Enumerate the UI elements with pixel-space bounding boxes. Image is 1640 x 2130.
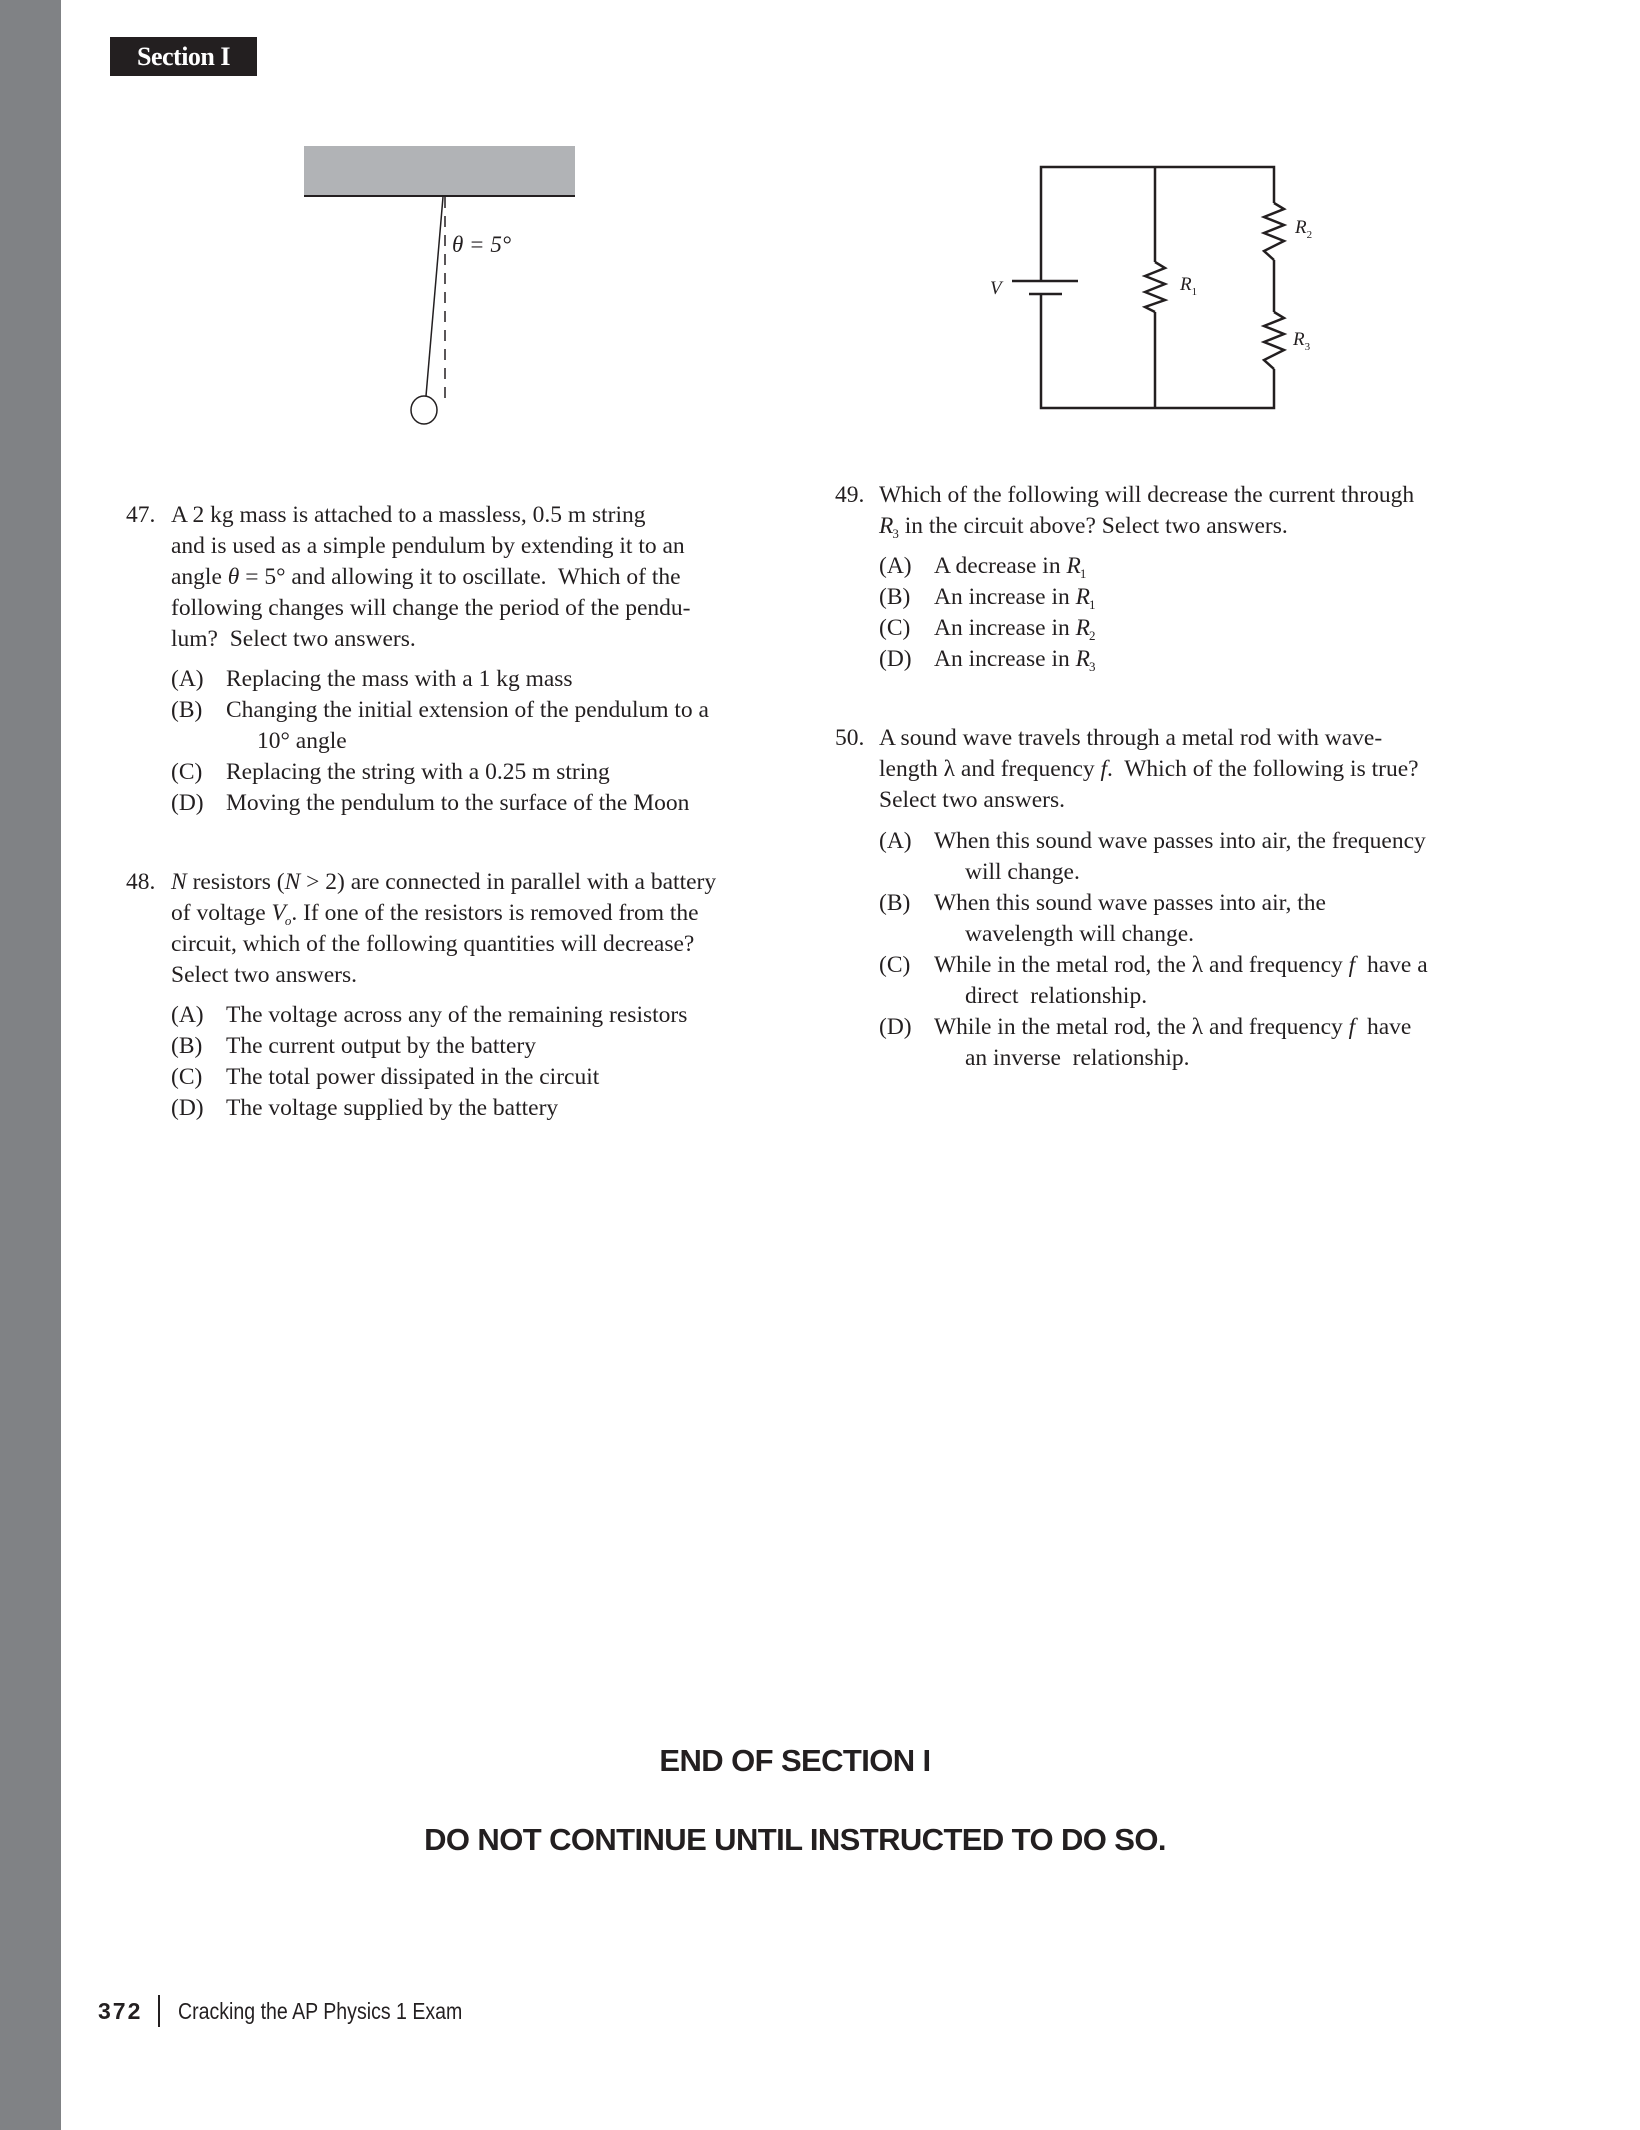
- stem-line: lum? Select two answers.: [171, 626, 416, 652]
- answer-options: [879, 826, 1428, 1074]
- question-stem: [879, 480, 1414, 542]
- r1-label: $R_1$: [1180, 274, 1198, 298]
- stem-line: of voltage $V_o$. If one of the resistors is removed from the: [171, 900, 699, 928]
- resistor-r1: [1145, 262, 1165, 312]
- stem-line: following changes will change the period of the pendu-: [171, 595, 691, 621]
- option-a[interactable]: (A) Replacing the mass with a 1 kg mass: [171, 666, 573, 692]
- option-a[interactable]: (A) The voltage across any of the remaining resistors: [171, 1002, 688, 1028]
- stem-line: A 2 kg mass is attached to a massless, 0.5 m string: [171, 502, 646, 528]
- circuit-wire-bottom: [1041, 294, 1274, 408]
- stem-line: Select two answers.: [171, 962, 357, 988]
- question-stem: [879, 723, 1419, 816]
- answer-options: [171, 1000, 687, 1124]
- battery-label: V: [990, 278, 1002, 299]
- option-b[interactable]: (B) Changing the initial extension of the pendulum to a 10° angle: [171, 697, 709, 754]
- answer-options: [879, 551, 1095, 675]
- option-b[interactable]: (B) The current output by the battery: [171, 1033, 536, 1059]
- question-stem: [171, 867, 716, 991]
- stem-line: and is used as a simple pendulum by extending it to an: [171, 533, 685, 559]
- book-title: Cracking the AP Physics 1 Exam: [178, 1998, 463, 2024]
- option-a[interactable]: (A) A decrease in $R_1$: [879, 553, 1087, 581]
- r2-label: $R_2$: [1295, 217, 1313, 241]
- question-number: 49.: [835, 482, 865, 508]
- page-number: 372: [98, 1998, 143, 2024]
- stem-line: N resistors (N > 2) are connected in parallel with a battery: [171, 869, 717, 895]
- answer-options: [171, 664, 709, 819]
- stem-line: $R_3$ in the circuit above? Select two answers.: [879, 513, 1288, 541]
- question-number: 47.: [126, 502, 156, 528]
- option-c[interactable]: (C) Replacing the string with a 0.25 m string: [171, 759, 610, 785]
- circuit-figure: [0, 0, 1640, 500]
- question-number: 50.: [835, 725, 865, 751]
- angle-label: θ = 5°: [452, 232, 512, 257]
- option-a[interactable]: (A) When this sound wave passes into air, the frequency will change.: [879, 828, 1426, 885]
- option-c[interactable]: (C) The total power dissipated in the circuit: [171, 1064, 600, 1090]
- option-d[interactable]: (D) While in the metal rod, the λ and frequency f have an inverse relationship.: [879, 1014, 1412, 1071]
- stem-line: Select two answers.: [879, 787, 1065, 813]
- question-number: 48.: [126, 869, 156, 895]
- end-of-section-heading: END OF SECTION I: [659, 1743, 931, 1778]
- do-not-continue-notice: DO NOT CONTINUE UNTIL INSTRUCTED TO DO SO.: [424, 1822, 1166, 1857]
- question-stem: [171, 500, 690, 655]
- stem-line: circuit, which of the following quantities will decrease?: [171, 931, 695, 957]
- resistor-r2: [1264, 203, 1284, 260]
- option-d[interactable]: (D) An increase in $R_3$: [879, 646, 1096, 674]
- stem-line: Which of the following will decrease the current through: [879, 482, 1415, 508]
- option-b[interactable]: (B) When this sound wave passes into air, the wavelength will change.: [879, 890, 1326, 947]
- stem-line: A sound wave travels through a metal rod with wave-: [879, 725, 1383, 751]
- stem-line: length λ and frequency f. Which of the following is true?: [879, 756, 1419, 782]
- resistor-r3: [1264, 312, 1284, 369]
- option-b[interactable]: (B) An increase in $R_1$: [879, 584, 1096, 612]
- r3-label: $R_3$: [1293, 329, 1311, 353]
- option-c[interactable]: (C) While in the metal rod, the λ and frequency f have a direct relationship.: [879, 952, 1428, 1009]
- stem-line: angle θ = 5° and allowing it to oscillate. Which of the: [171, 564, 681, 590]
- option-c[interactable]: (C) An increase in $R_2$: [879, 615, 1096, 643]
- section-tab: Section I: [110, 37, 257, 76]
- page-footer: [98, 1995, 513, 2027]
- footer-divider: [158, 1995, 160, 2027]
- option-d[interactable]: (D) Moving the pendulum to the surface of the Moon: [171, 790, 690, 816]
- option-d[interactable]: (D) The voltage supplied by the battery: [171, 1095, 559, 1121]
